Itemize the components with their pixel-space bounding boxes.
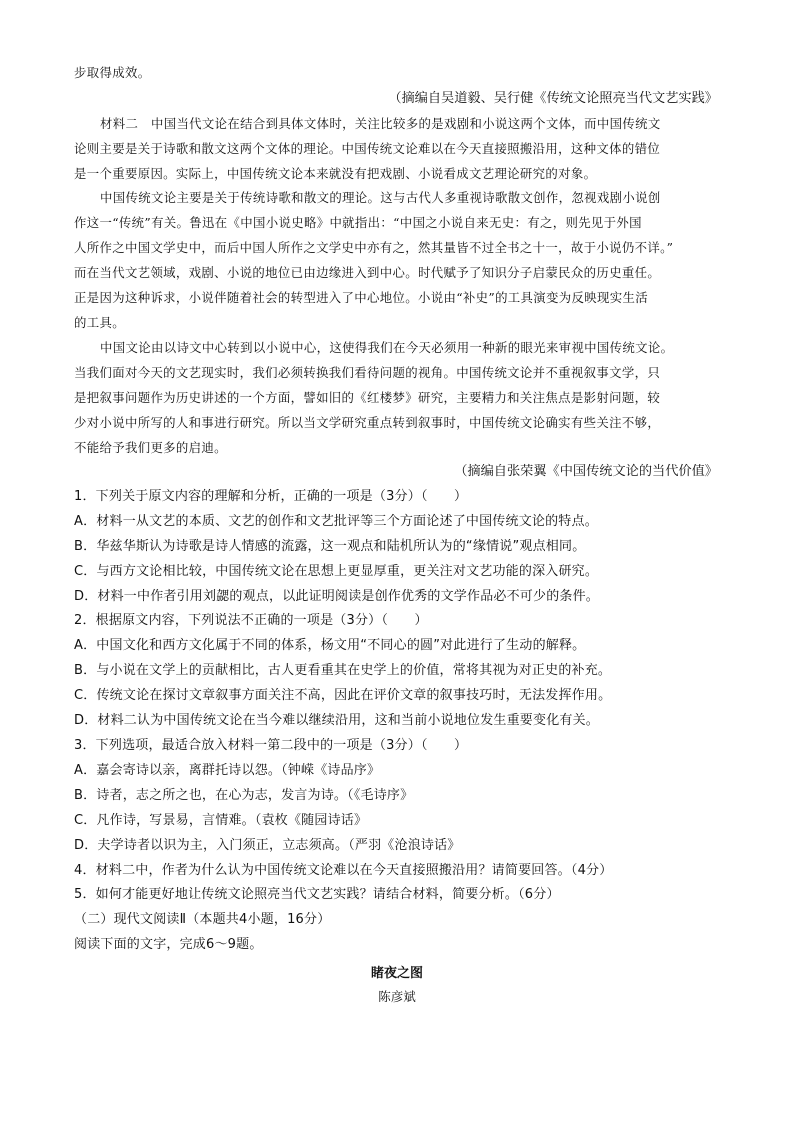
question-stem: 1．下列关于原文内容的理解和分析，正确的一项是（3分）（ ） xyxy=(74,489,468,504)
text-line: 人所作之中国文学史中，而后中国人所作之文学史中亦有之，然其量皆不过全书之十一，故于小说仍不详。” xyxy=(74,240,674,255)
text-line: 中国文论由以诗文中心转到以小说中心，这使得我们在今天必须用一种新的眼光来审视中国传统文论。 xyxy=(100,340,674,355)
option-d: D．材料二认为中国传统文论在当今难以继续沿用，这和当前小说地位发生重要变化有关。 xyxy=(74,713,600,728)
option-d: D．材料一中作者引用刘勰的观点，以此证明阅读是创作优秀的文学作品必不可少的条件。 xyxy=(74,589,600,604)
section-heading: （二）现代文阅读Ⅱ（本题共4小题，16分） xyxy=(74,912,331,927)
text-line: 作这一“传统”有关。鲁迅在《中国小说史略》中就指出：“中国之小说自来无史：有之，则先见于外国 xyxy=(74,215,642,230)
question-stem: 2．根据原文内容，下列说法不正确的一项是（3分）（ ） xyxy=(74,613,428,628)
option-a: A．嘉会寄诗以亲，离群托诗以怨。（钟嵘《诗品序》 xyxy=(74,763,381,778)
material-two-source: （摘编自张荣翼《中国传统文论的当代价值》 xyxy=(454,464,718,479)
option-b: B．与小说在文学上的贡献相比，古人更看重其在史学上的价值，常将其视为对正史的补充。 xyxy=(74,663,612,678)
text-line: 少对小说中所写的人和事进行研究。所以当文学研究重点转到叙事时，中国传统文论确实有些关注不够， xyxy=(74,415,661,430)
text-line: 论则主要是关于诗歌和散文这两个文体的理论。中国传统文论难以在今天直接照搬沿用，这种文体的错位 xyxy=(74,141,661,156)
question-4: 4．材料二中，作者为什么认为中国传统文论难以在今天直接照搬沿用？请简要回答。（4分） xyxy=(74,863,613,878)
text-line: 正是因为这种诉求，小说伴随着社会的转型进入了中心地位。小说由“补史”的工具演变为反映现实生活 xyxy=(74,290,648,305)
option-b: B．华兹华斯认为诗歌是诗人情感的流露，这一观点和陆机所认为的“缘情说”观点相同。 xyxy=(74,539,586,554)
text-line: 不能给予我们更多的启迪。 xyxy=(74,440,227,455)
question-5: 5．如何才能更好地让传统文论照亮当代文艺实践？请结合材料，简要分析。（6分） xyxy=(74,887,560,902)
option-a: A．材料一从文艺的本质、文艺的创作和文艺批评等三个方面论述了中国传统文论的特点。 xyxy=(74,514,598,529)
material-one-tail: 步取得成效。 xyxy=(74,65,151,80)
option-c: C．凡作诗，写景易，言情难。（袁枚《随园诗话》 xyxy=(74,813,368,828)
text-line: 而在当代文艺领域，戏剧、小说的地位已由边缘进入到中心。时代赋予了知识分子启蒙民众的历史重任。 xyxy=(74,265,661,280)
text-line: 是把叙事问题作为历史讲述的一个方面，譬如旧的《红楼梦》研究，主要精力和关注焦点是影射问题，较 xyxy=(74,390,661,405)
text-line: 当我们面对今天的文艺现实时，我们必须转换我们看待问题的视角。中国传统文论并不重视叙事文学，只 xyxy=(74,365,661,380)
option-d: D．夫学诗者以识为主，入门须正，立志须高。（严羽《沧浪诗话》 xyxy=(74,838,461,853)
option-a: A．中国文化和西方文化属于不同的体系，杨文用“不同心的圆”对此进行了生动的解释。 xyxy=(74,638,586,653)
option-c: C．与西方文论相比较，中国传统文论在思想上更显厚重，更关注对文艺功能的深入研究。 xyxy=(74,564,599,579)
option-c: C．传统文论在探讨文章叙事方面关注不高，因此在评价文章的叙事技巧时，无法发挥作用。 xyxy=(74,688,612,703)
material-one-source: （摘编自吴道毅、吴行健《传统文论照亮当代文艺实践》 xyxy=(388,91,718,106)
text-line: 材料二 中国当代文论在结合到具体文体时，关注比较多的是戏剧和小说这两个文体，而中国传统文 xyxy=(100,116,661,131)
text-line: 中国传统文论主要是关于传统诗歌和散文的理论。这与古代人多重视诗歌散文创作，忽视戏剧小说创 xyxy=(100,190,661,205)
section-instruction: 阅读下面的文字，完成6～9题。 xyxy=(74,937,263,952)
text-line: 是一个重要原因。实际上，中国传统文论本来就没有把戏剧、小说看成文艺理论研究的对象。 xyxy=(74,166,597,181)
question-stem: 3．下列选项，最适合放入材料一第二段中的一项是（3分）（ ） xyxy=(74,738,468,753)
story-title: 睹夜之图 xyxy=(370,966,423,981)
option-b: B．诗者，志之所之也，在心为志，发言为诗。（《毛诗序》 xyxy=(74,788,414,803)
text-line: 的工具。 xyxy=(74,315,125,330)
story-author: 陈彦斌 xyxy=(378,989,416,1004)
